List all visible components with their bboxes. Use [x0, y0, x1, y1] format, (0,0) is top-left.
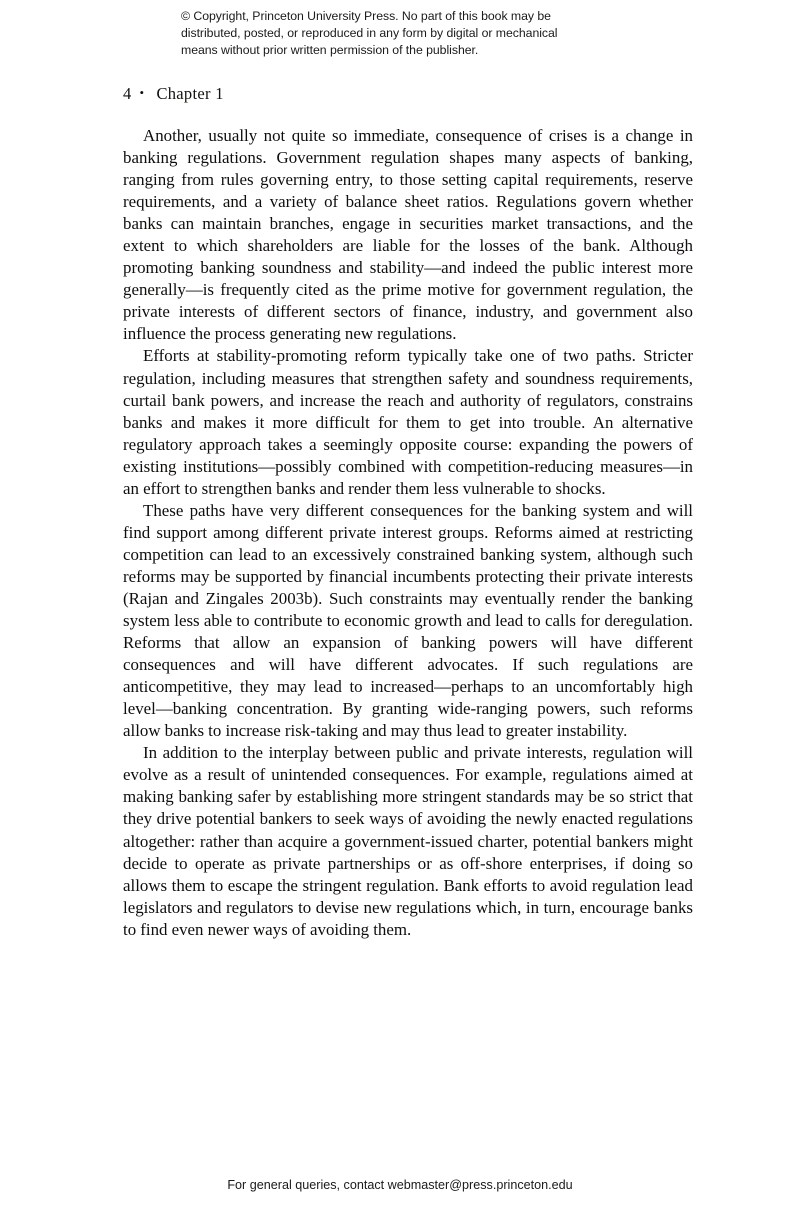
body-text	[123, 125, 693, 941]
footer-note: For general queries, contact webmaster@press.princeton.edu	[227, 1178, 573, 1192]
paragraph: Efforts at stability-promoting reform typically take one of two paths. Stricter regulation, including measures that strengthen safety and soundness requirements, curtail bank powers, and increase the reach and authority of regulators, constrains banks and makes it more difficult for them to get into trouble. An alternative regulatory approach takes a seemingly opposite course: expanding the powers of existing institutions—possibly combined with competition-reducing measures—in an effort to strengthen banks and render them less vulnerable to shocks.	[123, 346, 693, 498]
paragraph: Another, usually not quite so immediate, consequence of crises is a change in banking regulations. Government regulation shapes many aspects of banking, ranging from rules governing entry, to those setting capital requirements, reserve requirements, and a variety of balance sheet ratios. Regulations govern whether banks can maintain branches, engage in securities market transactions, and the extent to which shareholders are liable for the losses of the bank. Although promoting banking soundness and stability—and indeed the public interest more generally—is frequently cited as the prime motive for government regulation, the private interests of different sectors of finance, industry, and government also influence the process generating new regulations.	[123, 126, 693, 344]
copyright-notice	[181, 8, 633, 60]
copyright-line-3: means without prior written permission of the publisher.	[181, 43, 479, 58]
bullet-separator-icon: •	[139, 85, 145, 100]
paragraph: In addition to the interplay between public and private interests, regulation will evolve as a result of unintended consequences. For example, regulations aimed at making banking safer by establishing more stringent standards may be so strict that they drive potential bankers to seek ways of avoiding the newly enacted regulations altogether: rather than acquire a government-issued charter, potential bankers might decide to operate as private partnerships or as off-shore enterprises, if doing so allows them to escape the stringent regulation. Bank efforts to avoid regulation lead legislators and regulators to devise new regulations which, in turn, encourage banks to find even newer ways of avoiding them.	[123, 743, 693, 939]
copyright-line-2: distributed, posted, or reproduced in any form by digital or mechanical	[181, 26, 558, 41]
paragraph: These paths have very different consequences for the banking system and will find support among different private interest groups. Reforms aimed at restricting competition can lead to an excessively constrained banking system, although such reforms may be supported by financial incumbents protecting their private interests (Rajan and Zingales 2003b). Such constraints may eventually render the banking system less able to contribute to economic growth and lead to calls for deregulation. Reforms that allow an expansion of banking powers will have different consequences and will have different advocates. If such regulations are anticompetitive, they may lead to increased—perhaps to an uncomfortably high level—banking concentration. By granting wide-ranging powers, such reforms allow banks to increase risk-taking and may thus lead to greater instability.	[123, 500, 693, 741]
chapter-label: Chapter 1	[156, 84, 224, 103]
copyright-line-1: © Copyright, Princeton University Press. No part of this book may be	[181, 9, 551, 23]
page-number: 4	[123, 84, 132, 103]
running-head	[123, 82, 224, 105]
